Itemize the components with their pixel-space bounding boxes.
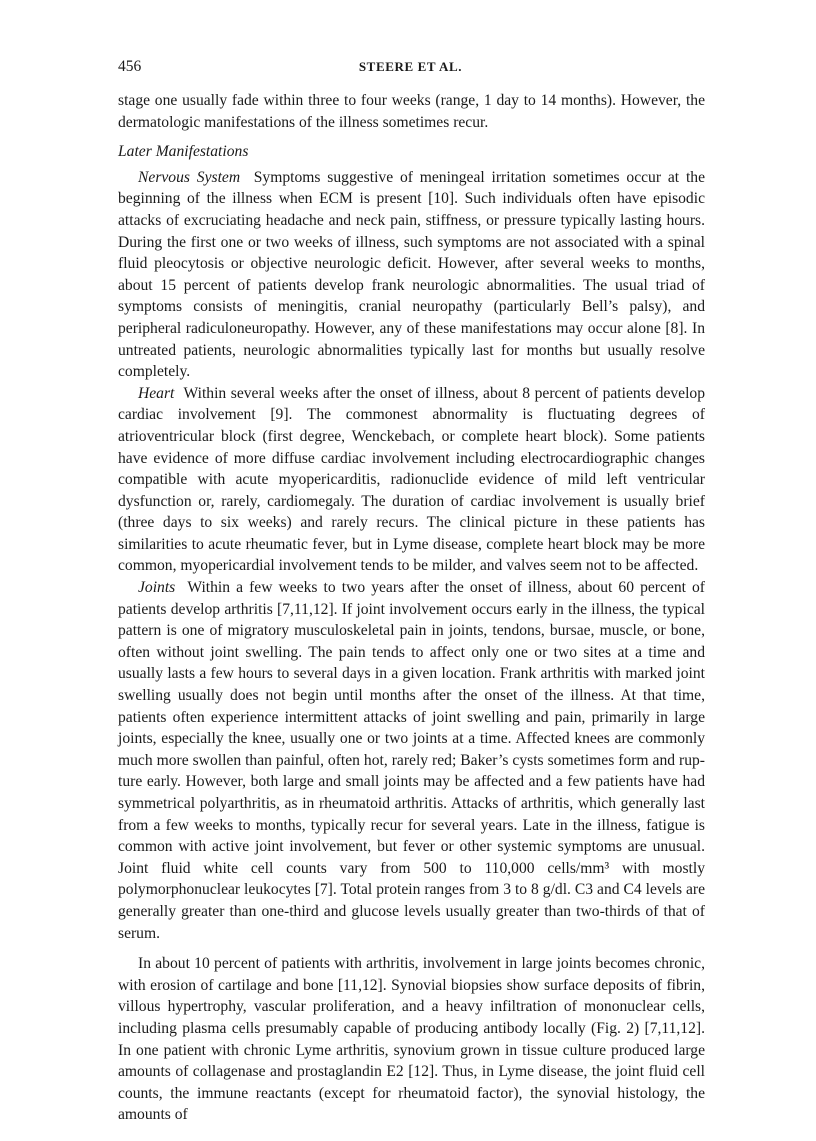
page-number: 456 [118,58,142,75]
nervous-system-paragraph [118,167,705,383]
joints-text: Within a few weeks to two years after the onset of illness, about 60 percent of patients develop arthritis [7,11,12]. If joint involvement occurs early in the illness, the typical pattern is one of migratory musculoskeletal pain in joints, tendons, bursae, muscle, or bone, often without joint swelling. The pain tends to affect only one or two sites at a time and usually lasts a few hours to several days in a given location. Frank arthritis with marked joint swelling usually does not begin until months after the onset of the illness. At that time, patients often experience intermittent attacks of joint swelling and pain, primarily in large joints, especially the knee, usually one or two joints at a time. Affected knees are commonly much more swollen than painful, often hot, rarely red; Baker’s cysts sometimes form and rupture early. However, both large and small joints may be affected and a few patients have had symmetrical polyarthritis, as in rheumatoid arthritis. Attacks of arthritis, which generally last from a few weeks to months, typically recur for several years. Late in the illness, fatigue is common with active joint involvement, but fever or other systemic symptoms are unusual. Joint fluid white cell counts vary from 500 to 110,000 cells/mm³ with mostly polymorphonuclear leukocytes [7]. Total protein ranges from 3 to 8 g/dl. C3 and C4 levels are generally greater than one-third and glucose levels usually greater than two-thirds of that of serum. [118,579,705,942]
running-head: STEERE ET AL. [358,59,463,74]
chronic-arthritis-paragraph: In about 10 percent of patients with arthritis, involvement in large joints becomes chronic, with erosion of cartilage and bone [11,12]. Synovial biopsies show surface deposits of fibrin, villous hypertrophy, vascular proliferation, and a heavy infiltration of mononuclear cells, including plasma cells presumably capable of producing antibody locally (Fig. 2) [7,11,12]. In one patient with chronic Lyme arthritis, synovium grown in tissue culture produced large amounts of collagenase and prostaglandin E2 [12]. Thus, in Lyme disease, the joint fluid cell counts, the immune reactants (except for rheumatoid factor), the synovial histology, the amounts of [118,955,705,1124]
nervous-system-text: Symptoms suggestive of meningeal irritation sometimes occur at the beginning of the illness when ECM is present [10]. Such individuals often have episodic attacks of excruciating headache and neck pain, stiffness, or pressure typically lasting hours. During the first one or two weeks of illness, such symptoms are not associated with a spinal fluid pleocytosis or objective neurologic deficit. However, after several weeks to months, about 15 percent of patients develop frank neurologic abnormalities. The usual triad of symptoms consists of meningitis, cranial neuropathy (particularly Bell’s palsy), and peripheral radiculoneuropathy. However, any of these manifestations may occur alone [8]. In untreated patients, neurologic abnormalities typically last for months but usually resolve completely. [118,168,705,381]
intro-paragraph: stage one usually fade within three to four weeks (range, 1 day to 14 months). However, the dermatologic manifestations of the illness sometimes recur. [118,92,705,131]
article-body [118,90,705,1126]
joints-title: Joints [138,579,176,597]
heart-paragraph [118,383,705,577]
section-heading: Later Manifestations [118,143,249,161]
heart-title: Heart [138,384,175,402]
page-header [118,58,703,80]
heart-text: Within several weeks after the onset of illness, about 8 percent of patients develop cardiac involvement [9]. The commonest abnormality is fluctuating degrees of atrioventricular block (first degree, Wenckebach, or complete heart block). Some patients have evidence of more diffuse cardiac involvement including electrocardiographic changes compatible with acute myopericarditis, radionuclide evidence of mild left ventricular dysfunction or, rarely, cardiomegaly. The duration of cardiac involvement is usually brief (three days to six weeks) and rarely recurs. The clinical picture in these patients has similarities to acute rheumatic fever, but in Lyme disease, complete heart block may be more common, myopericardial involvement tends to be milder, and valves seem not to be affected. [118,384,706,575]
joints-paragraph [118,577,705,944]
nervous-system-title: Nervous System [138,168,241,186]
